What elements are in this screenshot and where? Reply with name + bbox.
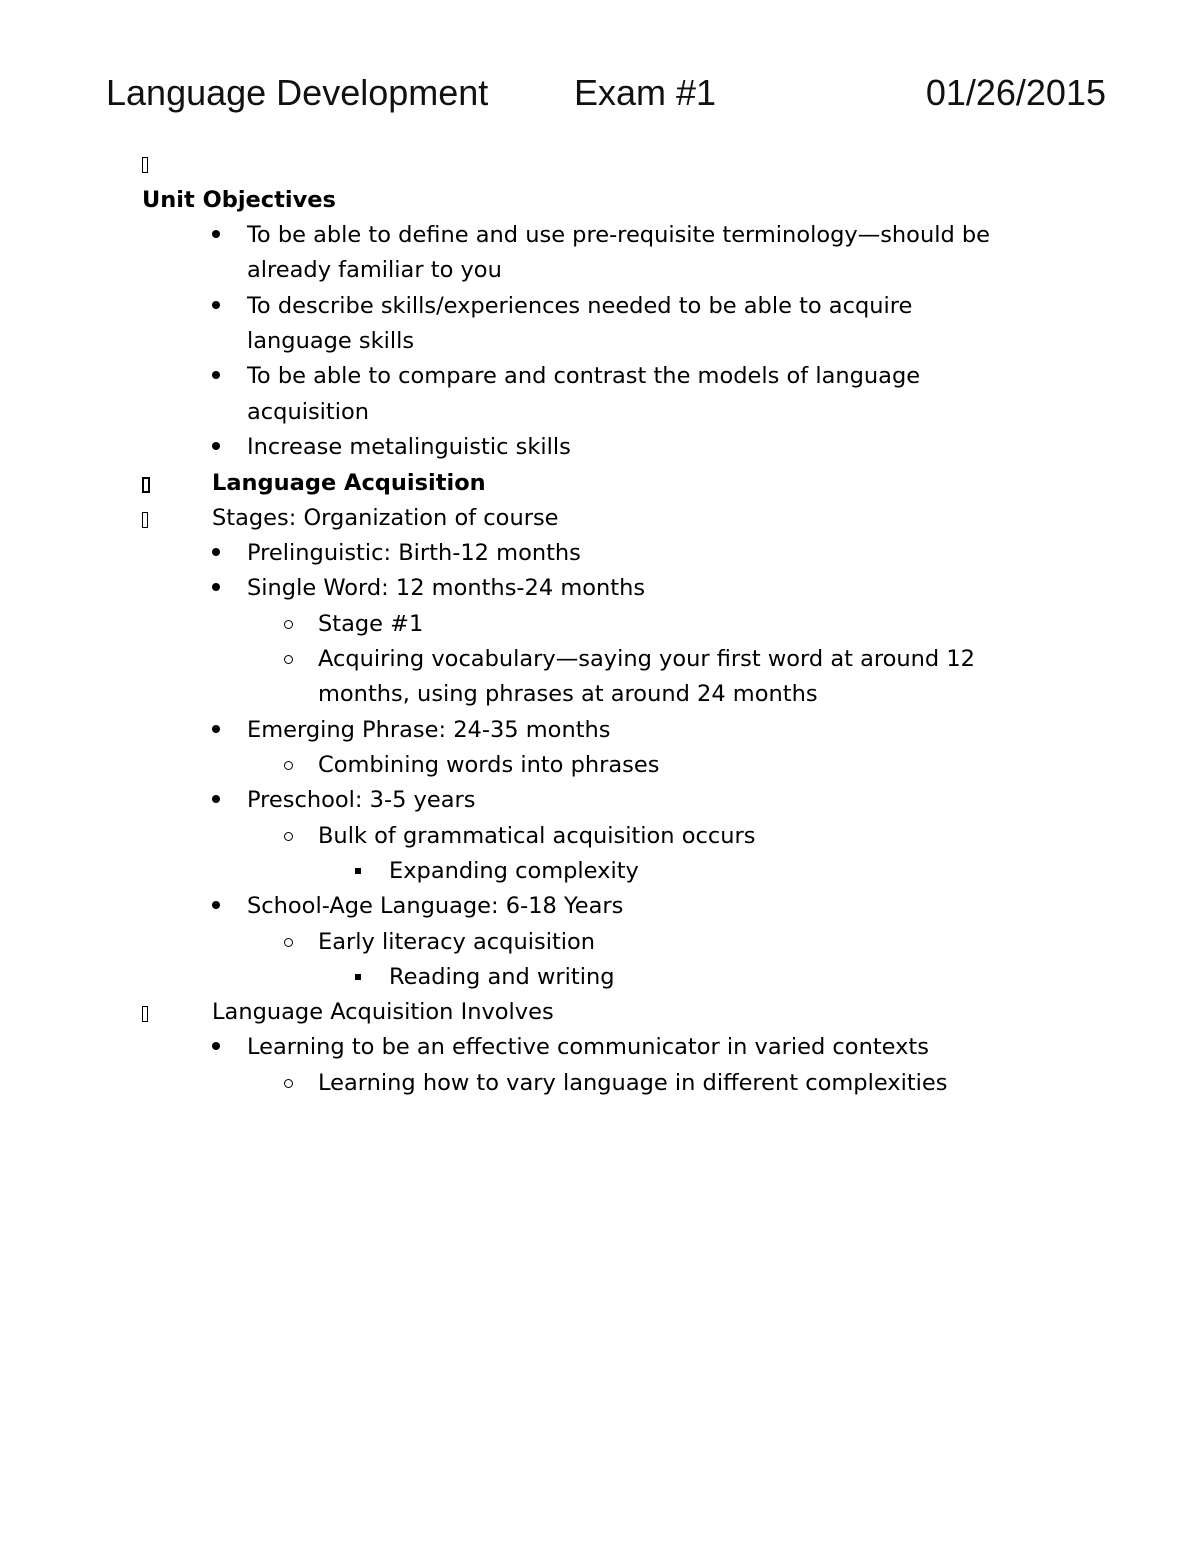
unit-objectives-heading: Unit Objectives (142, 187, 336, 213)
stage-single-word: Single Word: 12 months-24 months (247, 575, 646, 601)
stage-preschool: Preschool: 3-5 years (247, 787, 476, 813)
document-header (106, 70, 1106, 120)
involves-item: Learning to be an effective communicator in varied contexts (247, 1034, 929, 1060)
single-word-sub-2-line-2: months, using phrases at around 24 months (318, 681, 818, 707)
objective-2-line-1: To describe skills/experiences needed to be able to acquire (247, 293, 913, 319)
school-age-subsub: Reading and writing (389, 964, 615, 990)
preschool-sub: Bulk of grammatical acquisition occurs (318, 823, 756, 849)
objective-3-line-1: To be able to compare and contrast the models of language (247, 363, 921, 389)
objective-1-line-1: To be able to define and use pre-requisite terminology—should be (247, 222, 991, 248)
involves-heading: Language Acquisition Involves (212, 999, 554, 1025)
objective-1-line-2: already familiar to you (247, 257, 502, 283)
language-acquisition-heading: Language Acquisition (212, 470, 486, 496)
single-word-sub-1: Stage #1 (318, 611, 424, 637)
exam-label: Exam #1 (574, 72, 717, 113)
course-title: Language Development (106, 72, 489, 113)
stages-heading: Stages: Organization of course (212, 505, 559, 531)
stage-prelinguistic: Prelinguistic: Birth-12 months (247, 540, 581, 566)
preschool-subsub: Expanding complexity (389, 858, 639, 884)
objective-2-line-2: language skills (247, 328, 415, 354)
emerging-phrase-sub: Combining words into phrases (318, 752, 660, 778)
objective-4: Increase metalinguistic skills (247, 434, 571, 460)
school-age-sub: Early literacy acquisition (318, 929, 596, 955)
objective-3-line-2: acquisition (247, 399, 370, 425)
stage-emerging-phrase: Emerging Phrase: 24-35 months (247, 717, 611, 743)
exam-date: 01/26/2015 (925, 72, 1106, 113)
single-word-sub-2-line-1: Acquiring vocabulary—saying your first word at around 12 (318, 646, 975, 672)
stage-school-age: School-Age Language: 6-18 Years (247, 893, 624, 919)
involves-sub: Learning how to vary language in different complexities (318, 1070, 948, 1096)
